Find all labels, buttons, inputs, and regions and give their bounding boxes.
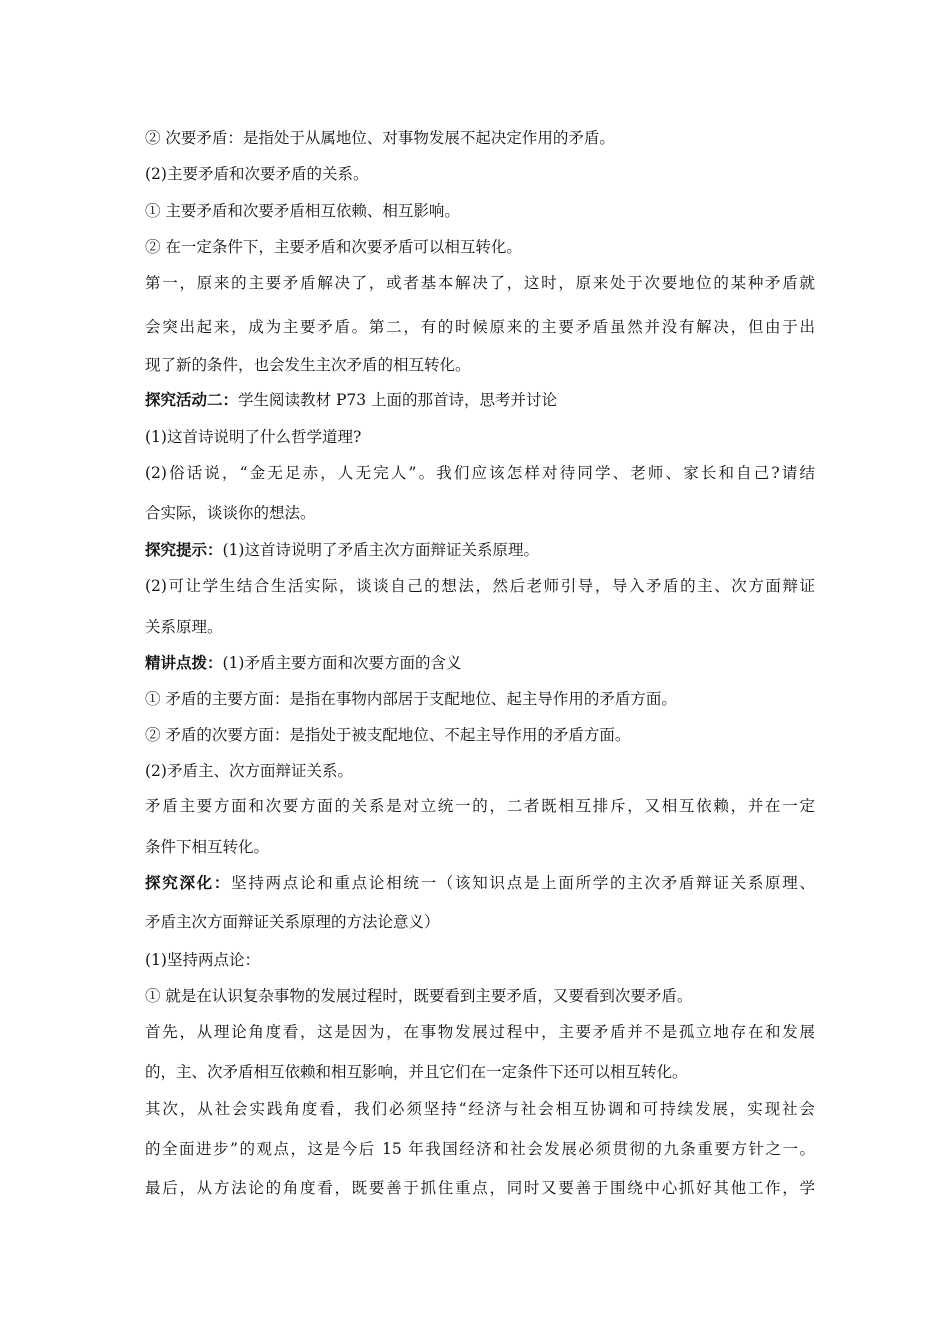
text-line: 会突出起来，成为主要矛盾。第二，有的时候原来的主要矛盾虽然并没有解决，但由于出 <box>145 318 815 336</box>
text-line: 的，主、次矛盾相互依赖和相互影响，并且它们在一定条件下还可以相互转化。 <box>145 1063 688 1081</box>
section-text: (1)这首诗说明了矛盾主次方面辩证关系原理。 <box>222 541 539 559</box>
text-line: ② 次要矛盾：是指处于从属地位、对事物发展不起决定作用的矛盾。 <box>145 129 615 147</box>
text-line: (1)坚持两点论： <box>145 951 260 969</box>
text-line: 第一，原来的主要矛盾解决了，或者基本解决了，这时，原来处于次要地位的某种矛盾就 <box>145 274 815 292</box>
text-line: ② 矛盾的次要方面：是指处于被支配地位、不起主导作用的矛盾方面。 <box>145 726 631 744</box>
section-label: 精讲点拨： <box>145 653 223 672</box>
text-line: 矛盾主次方面辩证关系原理的方法论意义） <box>145 913 440 931</box>
text-line: 其次，从社会实践角度看，我们必须坚持“经济与社会相互协调和可持续发展，实现社会 <box>145 1100 815 1118</box>
text-line: 条件下相互转化。 <box>145 838 270 856</box>
text-line: 最后，从方法论的角度看，既要善于抓住重点，同时又要善于围绕中心抓好其他工作，学 <box>145 1179 815 1197</box>
text-line: (1)这首诗说明了什么哲学道理? <box>145 428 362 446</box>
text-line: 关系原理。 <box>145 618 223 636</box>
text-line: (2)矛盾主、次方面辩证关系。 <box>145 762 353 780</box>
text-line: (2)俗话说，“金无足赤，人无完人”。我们应该怎样对待同学、老师、家长和自己?请结 <box>145 464 815 482</box>
section-text: 坚持两点论和重点论相统一（该知识点是上面所学的主次矛盾辩证关系原理、 <box>231 874 815 892</box>
text-line: ① 就是在认识复杂事物的发展过程时，既要看到主要矛盾，又要看到次要矛盾。 <box>145 987 693 1005</box>
section-text: 学生阅读教材 P73 上面的那首诗，思考并讨论 <box>238 391 558 409</box>
heading-line <box>145 390 815 410</box>
text-line: ② 在一定条件下，主要矛盾和次要矛盾可以相互转化。 <box>145 238 522 256</box>
text-line: (2)主要矛盾和次要矛盾的关系。 <box>145 165 369 183</box>
text-line: ① 矛盾的主要方面：是指在事物内部居于支配地位、起主导作用的矛盾方面。 <box>145 690 677 708</box>
section-label: 探究深化： <box>145 873 232 892</box>
section-text: (1)矛盾主要方面和次要方面的含义 <box>222 654 462 672</box>
text-line: 合实际，谈谈你的想法。 <box>145 504 316 522</box>
text-line: 现了新的条件，也会发生主次矛盾的相互转化。 <box>145 356 471 374</box>
section-label: 探究提示： <box>145 540 223 559</box>
text-line: 首先，从理论角度看，这是因为，在事物发展过程中，主要矛盾并不是孤立地存在和发展 <box>145 1023 815 1041</box>
heading-line <box>145 653 815 673</box>
text-line: 的全面进步”的观点，这是今后 15 年我国经济和社会发展必须贯彻的九条重要方针之一。 <box>145 1140 815 1158</box>
heading-line <box>145 540 815 560</box>
text-line: (2)可让学生结合生活实际，谈谈自己的想法，然后老师引导，导入矛盾的主、次方面辩证 <box>145 577 815 595</box>
heading-line <box>145 873 815 893</box>
section-label: 探究活动二： <box>145 390 239 409</box>
text-line: 矛盾主要方面和次要方面的关系是对立统一的，二者既相互排斥，又相互依赖，并在一定 <box>145 797 815 815</box>
text-line: ① 主要矛盾和次要矛盾相互依赖、相互影响。 <box>145 202 460 220</box>
